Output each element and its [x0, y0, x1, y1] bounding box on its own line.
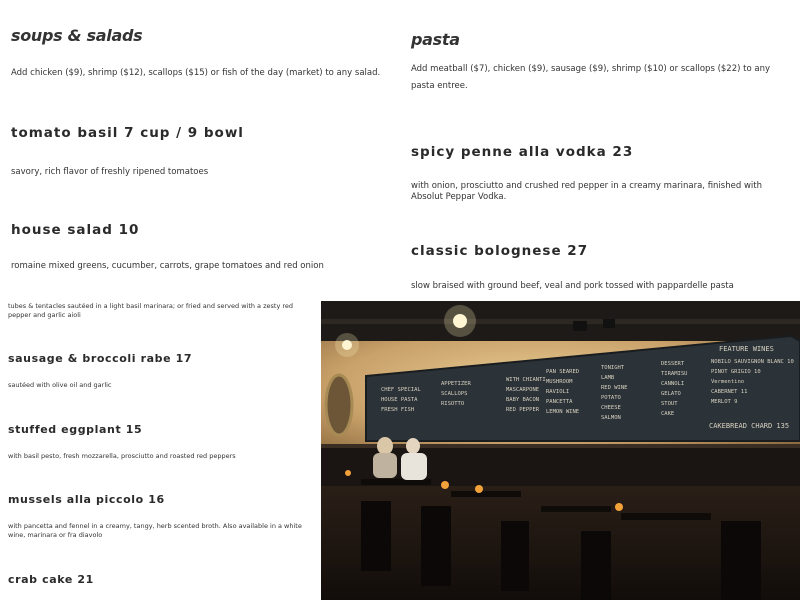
svg-text:STOUT: STOUT: [661, 401, 678, 407]
soups-salads-note: Add chicken ($9), shrimp ($12), scallops ($15) or fish of the day (market) to any salad.: [11, 68, 381, 78]
svg-text:POTATO: POTATO: [601, 395, 621, 401]
svg-text:CHEESE: CHEESE: [601, 405, 621, 411]
menu-item-name: tomato basil 7 cup / 9 bowl: [11, 125, 244, 141]
menu-item-desc: with basil pesto, fresh mozzarella, prosciutto and roasted red peppers: [8, 452, 236, 460]
menu-item-desc: savory, rich flavor of freshly ripened tomatoes: [11, 167, 209, 177]
svg-text:HOUSE PASTA: HOUSE PASTA: [381, 397, 418, 403]
svg-text:CHEF SPECIAL: CHEF SPECIAL: [381, 387, 421, 393]
menu-item-name: classic bolognese 27: [411, 243, 589, 259]
menu-item-name: mussels alla piccolo 16: [8, 493, 165, 506]
board-line: NOBILO SAUVIGNON BLANC 10: [711, 359, 794, 365]
pasta-section: [411, 30, 791, 95]
restaurant-photo: [321, 301, 800, 600]
menu-item-name: spicy penne alla vodka 23: [411, 144, 634, 160]
svg-text:CANNOLI: CANNOLI: [661, 381, 685, 387]
menu-item-name: sausage & broccoli rabe 17: [8, 352, 193, 365]
svg-text:APPETIZER: APPETIZER: [441, 381, 471, 387]
svg-text:GELATO: GELATO: [661, 391, 681, 397]
svg-text:SCALLOPS: SCALLOPS: [441, 391, 468, 397]
svg-text:DESSERT: DESSERT: [661, 361, 685, 367]
menu-item-desc: romaine mixed greens, cucumber, carrots, grape tomatoes and red onion: [11, 261, 324, 271]
svg-text:RED WINE: RED WINE: [601, 385, 628, 391]
svg-text:CAKE: CAKE: [661, 411, 675, 417]
calamari-desc: tubes & tentacles sautéed in a light basil marinara; or fried and served with a zesty red pepper and garlic aioli: [8, 302, 294, 319]
menu-item-desc: with onion, prosciutto and crushed red pepper in a creamy marinara, finished with Absolut Peppar Vodka.: [411, 181, 762, 202]
svg-text:RISOTTO: RISOTTO: [441, 401, 465, 407]
menu-item-name: stuffed eggplant 15: [8, 423, 143, 436]
svg-text:BABY BACON: BABY BACON: [506, 397, 540, 403]
board-line: CABERNET 11: [711, 389, 748, 395]
menu-item-desc: slow braised with ground beef, veal and pork tossed with pappardelle pasta: [411, 281, 734, 291]
menu-item-desc: with pancetta and fennel in a creamy, tangy, herb scented broth. Also available in a white wine, marinara or fra diavolo: [8, 522, 302, 539]
board-line: MERLOT 9: [711, 399, 738, 405]
soups-salads-title: soups & salads: [11, 26, 143, 45]
svg-text:WITH CHIANTI: WITH CHIANTI: [506, 377, 546, 383]
svg-text:MUSHROOM: MUSHROOM: [546, 379, 573, 385]
soups-salads-section: [11, 26, 396, 82]
board-heading: FEATURE WINES: [719, 345, 774, 353]
svg-text:LAMB: LAMB: [601, 375, 615, 381]
svg-text:SALMON: SALMON: [601, 415, 621, 421]
svg-text:FRESH FISH: FRESH FISH: [381, 407, 415, 413]
menu-item-name: house salad 10: [11, 222, 140, 238]
board-footer: CAKEBREAD CHARD 135: [709, 422, 790, 430]
svg-text:PAN SEARED: PAN SEARED: [546, 369, 580, 375]
board-line: PINOT GRIGIO 10: [711, 369, 761, 375]
svg-text:RED PEPPER: RED PEPPER: [506, 407, 540, 413]
svg-text:PANCETTA: PANCETTA: [546, 399, 573, 405]
svg-text:TIRAMISU: TIRAMISU: [661, 371, 688, 377]
board-line: Vermentino: [711, 379, 745, 385]
menu-item-desc: sautéed with olive oil and garlic: [8, 381, 112, 389]
pasta-note: Add meatball ($7), chicken ($9), sausage ($9), shrimp ($10) or scallops ($22) to any pasta entree.: [411, 64, 771, 91]
svg-text:RAVIOLI: RAVIOLI: [546, 389, 570, 395]
svg-text:LEMON WINE: LEMON WINE: [546, 409, 580, 415]
svg-text:MASCARPONE: MASCARPONE: [506, 387, 540, 393]
pasta-title: pasta: [411, 30, 460, 49]
menu-item-name: crab cake 21: [8, 573, 94, 586]
svg-text:TONIGHT: TONIGHT: [601, 365, 625, 371]
